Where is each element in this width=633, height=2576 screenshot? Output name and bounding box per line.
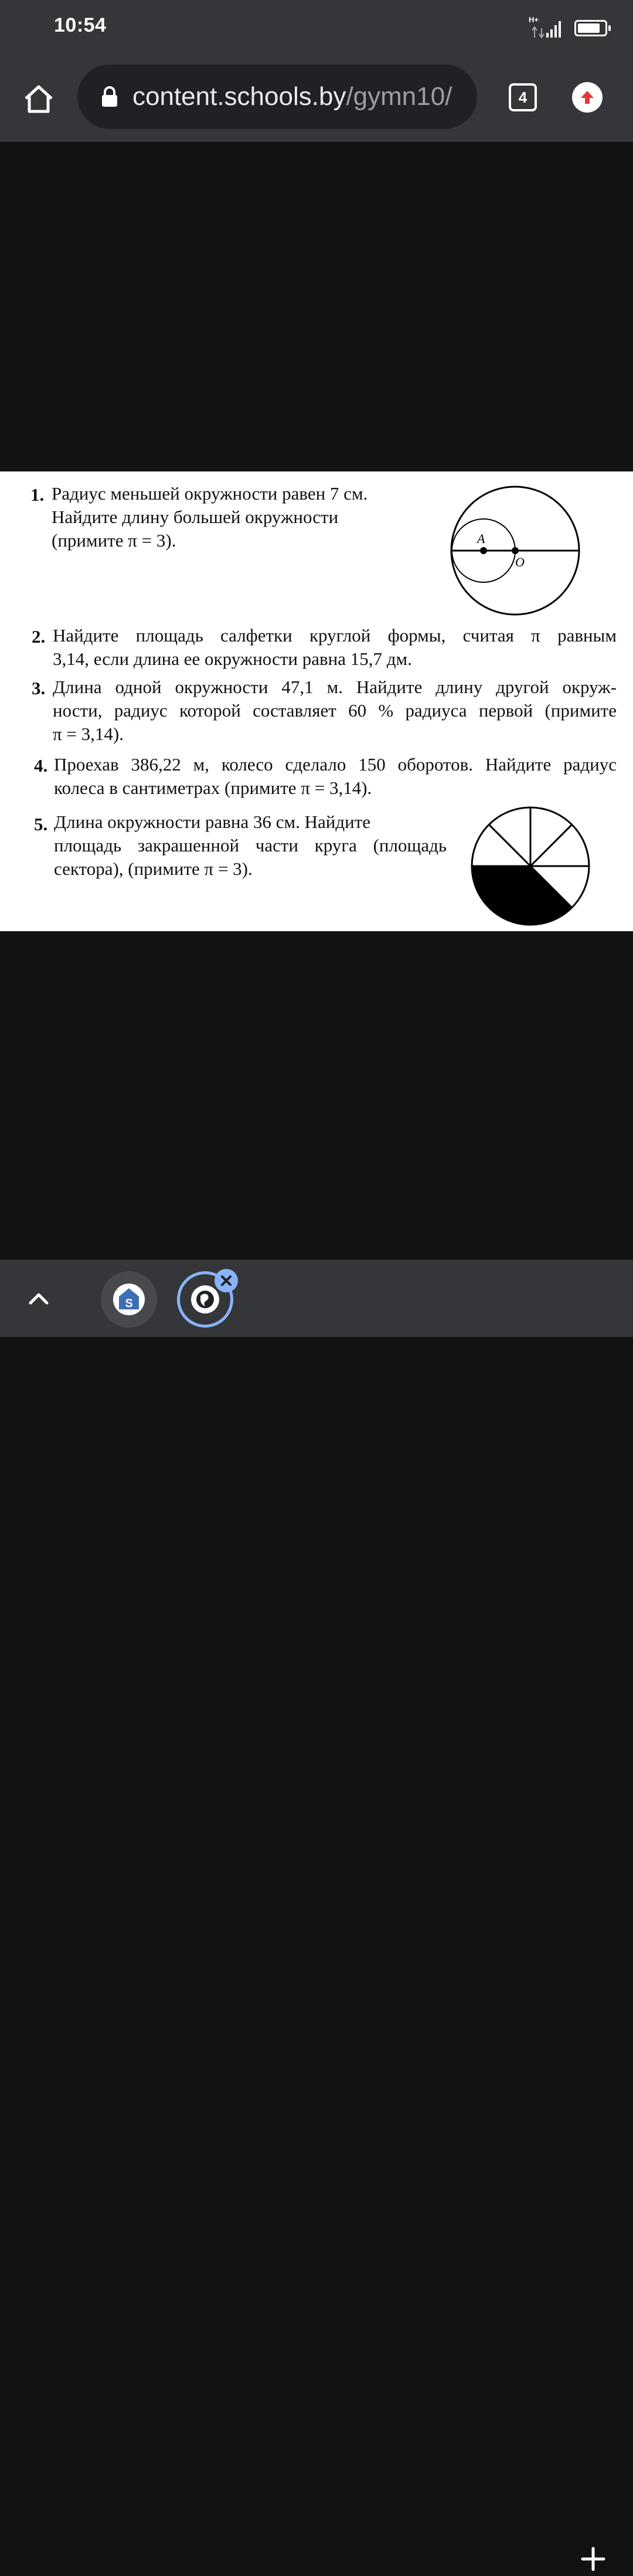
task-line: колеса в сантиметрах (примите π = 3,14). <box>54 778 372 798</box>
nested-circles-figure <box>447 482 584 619</box>
task-number: 2. <box>32 626 46 647</box>
update-button[interactable] <box>572 82 603 113</box>
task-2 <box>30 624 617 671</box>
cell-signal-icon <box>529 15 564 39</box>
task-line: Найдите длину большей окружности <box>52 507 339 527</box>
task-line: ности, радиус которой составляет 60 % радиуса первой (примите <box>53 700 617 721</box>
browser-toolbar <box>0 56 633 142</box>
task-number: 4. <box>34 755 48 776</box>
task-line: (примите π = 3). <box>52 530 176 551</box>
task-4 <box>33 753 617 800</box>
status-icons <box>531 15 607 41</box>
tab-switcher-button[interactable]: 4 <box>509 83 537 111</box>
url-path: /gymn10/ <box>346 82 452 111</box>
svg-text:S: S <box>125 1297 133 1310</box>
chevron-up-icon[interactable] <box>23 1283 54 1314</box>
task-line: 3,14, если длина ее окружности равна 15,7 дм. <box>53 649 412 669</box>
task-3 <box>30 676 617 747</box>
task-number: 3. <box>32 678 46 698</box>
close-tab-button[interactable] <box>215 1269 238 1292</box>
label-a: A <box>477 531 485 546</box>
task-line: Длина одной окружности 47,1 м. Найдите длину другой окруж- <box>53 677 617 697</box>
school-favicon-icon <box>112 1282 146 1316</box>
battery-icon <box>574 20 607 36</box>
task-line: Проехав 386,22 м, колесо сделало 150 оборотов. Найдите радиус <box>54 754 617 775</box>
task-line: площадь закрашенной части круга (площадь <box>54 835 447 856</box>
task-line: π = 3,14). <box>53 724 124 744</box>
status-time: 10:54 <box>54 14 107 36</box>
home-icon <box>22 82 55 115</box>
update-arrow-icon <box>578 89 596 106</box>
tab-strip <box>0 1260 633 1337</box>
task-line: Радиус меньшей окружности равен 7 см. <box>52 483 368 504</box>
battery-level <box>578 23 600 33</box>
globe-icon <box>190 1284 220 1315</box>
page-background-bottom <box>0 931 633 1260</box>
close-icon <box>219 1274 233 1288</box>
new-tab-button[interactable] <box>579 2545 607 2573</box>
task-number: 1. <box>30 484 45 505</box>
point-o <box>512 547 519 554</box>
task-line: Найдите площадь салфетки круглой формы, считая π равным <box>53 625 617 646</box>
address-bar[interactable] <box>77 65 477 129</box>
label-o: O <box>515 555 525 569</box>
home-button[interactable] <box>18 77 60 120</box>
task-5 <box>33 810 449 883</box>
tab-thumbnail-schools[interactable] <box>101 1271 157 1328</box>
sectored-circle-figure <box>469 805 592 928</box>
page-background <box>0 142 633 471</box>
point-a <box>480 547 487 554</box>
task-number: 5. <box>34 814 48 834</box>
status-bar <box>0 0 633 56</box>
task-1 <box>30 482 429 558</box>
task-line: Длина окружности равна 36 см. Найдите <box>54 812 371 832</box>
url-host: content.schools.by <box>132 82 346 111</box>
sector-divider <box>489 824 530 866</box>
lock-icon <box>101 86 118 108</box>
worksheet-image <box>0 471 633 931</box>
plus-icon <box>579 2545 607 2573</box>
task-line: сектора), (примите π = 3). <box>54 858 253 879</box>
sector-divider <box>530 824 572 866</box>
network-type-label: H+ <box>529 15 539 24</box>
